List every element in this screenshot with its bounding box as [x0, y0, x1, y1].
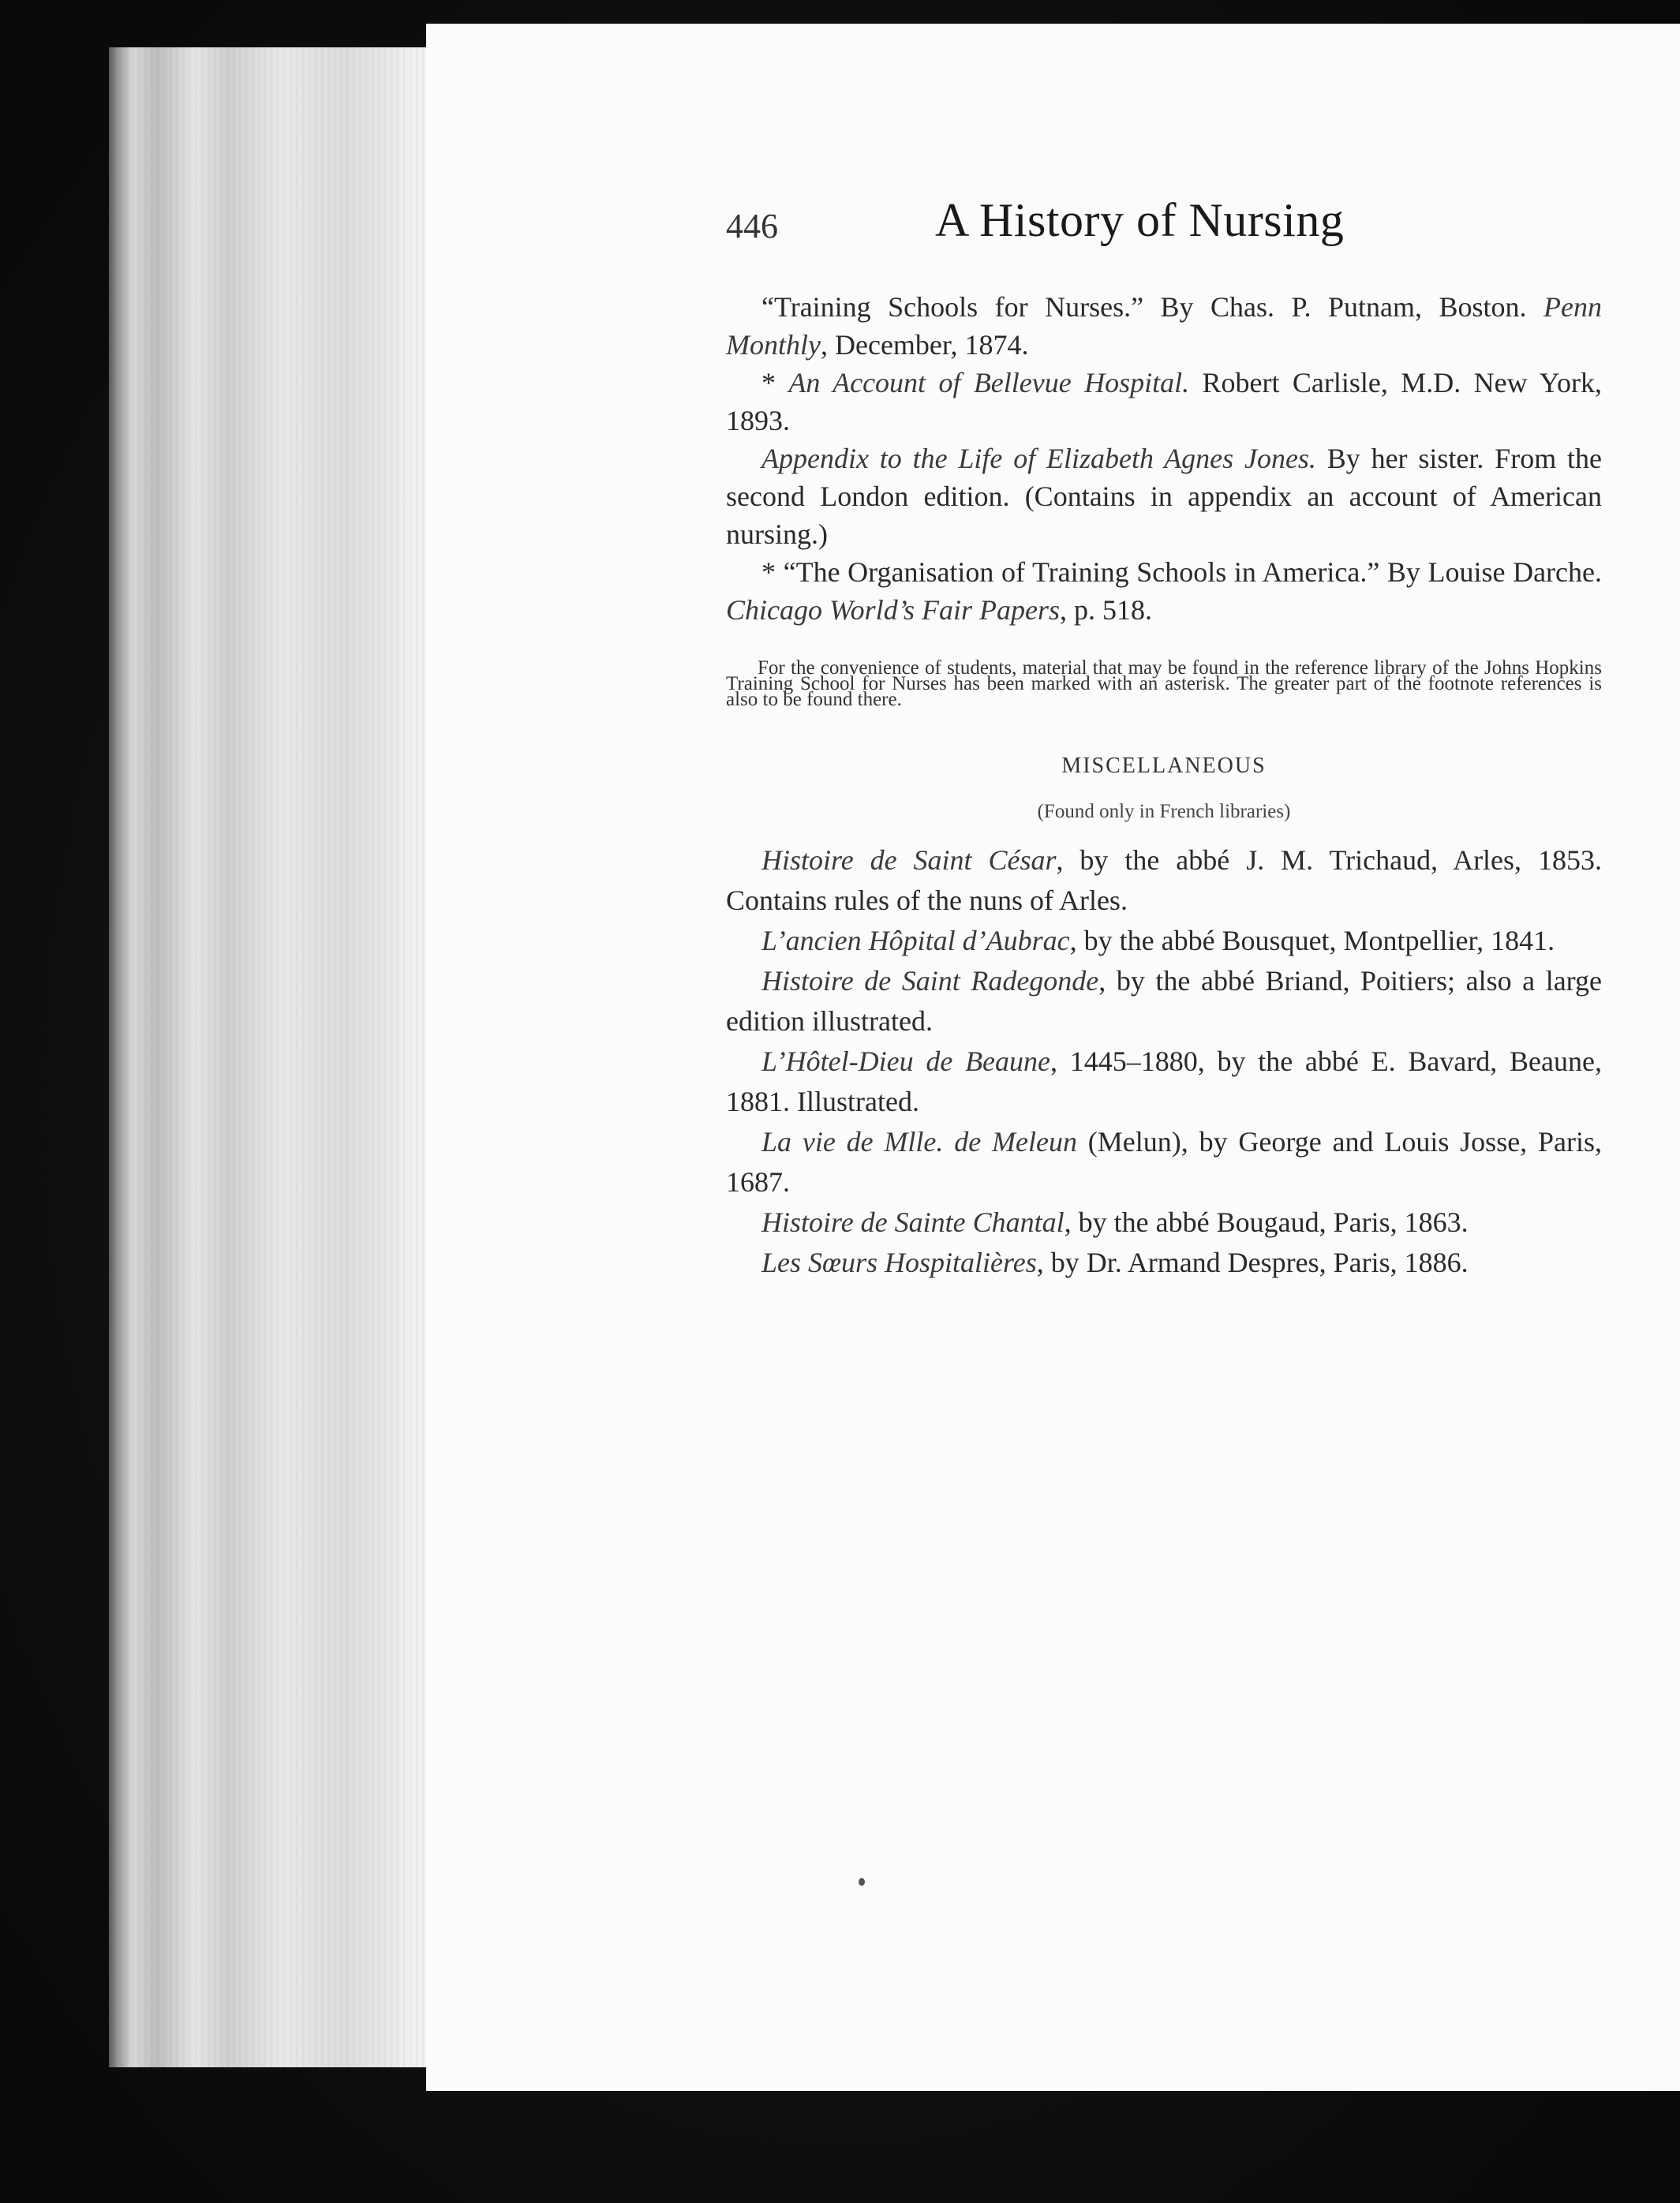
- misc-entry: Les Sœurs Hospitalières, by Dr. Armand Despres, Paris, 1886.: [761, 1247, 1469, 1278]
- bibliography-entry: * “The Organisation of Training Schools in America.” By Louise Darche. Chicago World’s Fair Papers, p. 518.: [726, 556, 1603, 626]
- miscellaneous-entries: [726, 840, 1602, 1283]
- bibliography-entry: * An Account of Bellevue Hospital. Robert Carlisle, M.D. New York, 1893.: [726, 367, 1603, 436]
- page-stack-lines: [109, 47, 440, 2067]
- page-content: [726, 178, 1602, 1283]
- misc-entry: Histoire de Saint Radegonde, by the abbé Briand, Poitiers; also a large edition illustrated.: [726, 965, 1602, 1037]
- misc-entry: Histoire de Sainte Chantal, by the abbé Bougaud, Paris, 1863.: [761, 1206, 1469, 1238]
- misc-entry: Histoire de Saint César, by the abbé J. M. Trichaud, Arles, 1853. Contains rules of the nuns of Arles.: [726, 844, 1602, 916]
- book-page: [426, 24, 1680, 2091]
- bibliography-entry: Appendix to the Life of Elizabeth Agnes Jones. By her sister. From the second London edition. (Contains in appendix an account of American nursing.): [726, 443, 1602, 550]
- misc-entry: L’ancien Hôpital d’Aubrac, by the abbé Bousquet, Montpellier, 1841.: [761, 925, 1555, 956]
- asterisk-note: For the convenience of students, material that may be found in the reference library of the Johns Hopkins Training School for Nurses has been marked with an asterisk. The greater part of the footnote references is also to be found there.: [726, 657, 1602, 710]
- running-head: [726, 178, 1602, 249]
- bibliography-entry: “Training Schools for Nurses.” By Chas. P. Putnam, Boston. Penn Monthly, December, 1874.: [726, 291, 1602, 361]
- section-subheading: (Found only in French libraries): [1037, 801, 1291, 822]
- section-heading: MISCELLANEOUS: [1061, 754, 1267, 778]
- misc-entry: L’Hôtel-Dieu de Beaune, 1445–1880, by the abbé E. Bavard, Beaune, 1881. Illustrated.: [726, 1045, 1602, 1117]
- ink-speck: [859, 1878, 865, 1886]
- page-title: A History of Nursing: [935, 194, 1345, 246]
- page-number: 446: [726, 207, 778, 245]
- misc-entry: La vie de Mlle. de Meleun (Melun), by George and Louis Josse, Paris, 1687.: [726, 1126, 1603, 1198]
- bibliography-entries: [726, 288, 1602, 629]
